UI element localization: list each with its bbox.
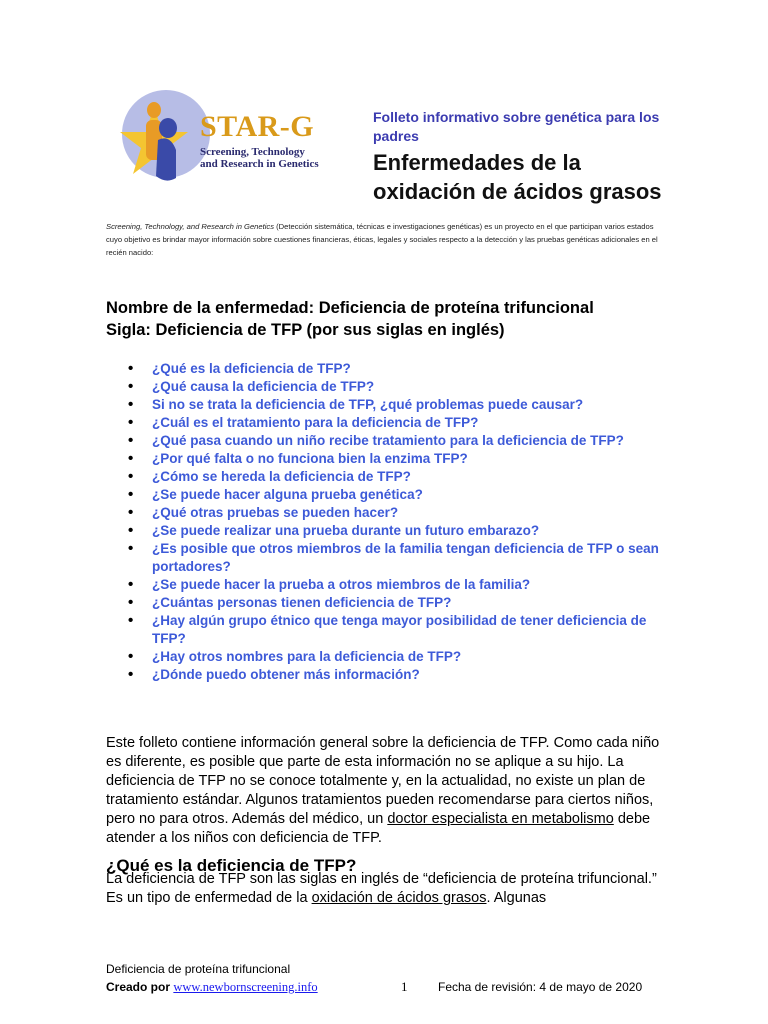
toc-link[interactable]: • ¿Qué otras pruebas se pueden hacer? xyxy=(106,504,666,522)
body-text: Este folleto contiene información general sobre la deficiencia de TFP. Como cada niño es diferente, es posible que parte de esta información no se aplique a su hijo. La deficiencia de TFP no se conoce totalmente y, en la actualidad, no existe un plan de tratamiento estándar. Algunos tratamientos pueden recomendarse para ciertos niños, pero no para otros. Además del médico, un xyxy=(106,735,660,827)
toc-link[interactable]: • ¿Cuántas personas tienen deficiencia de TFP? xyxy=(106,594,666,612)
toc-link[interactable]: • ¿Qué pasa cuando un niño recibe tratamiento para la deficiencia de TFP? xyxy=(106,432,666,450)
revision-date: Fecha de revisión: 4 de mayo de 2020 xyxy=(438,980,643,994)
page-number: 1 xyxy=(401,979,408,994)
section-heading: ¿Qué es la deficiencia de TFP? xyxy=(106,856,357,875)
star-g-logo xyxy=(118,88,358,198)
footer-created-by-label: Creado por xyxy=(106,980,171,994)
toc-link[interactable]: • ¿Cuál es el tratamiento para la deficiencia de TFP? xyxy=(106,414,666,432)
toc-link[interactable]: • ¿Por qué falta o no funciona bien la enzima TFP? xyxy=(106,450,666,468)
body-paragraph-definition xyxy=(106,870,666,908)
intro-paragraph xyxy=(106,220,666,259)
toc-link[interactable]: • ¿Se puede hacer la prueba a otros miembros de la familia? xyxy=(106,576,666,594)
toc-link[interactable]: • ¿Se puede hacer alguna prueba genética? xyxy=(106,486,666,504)
footer-created-by xyxy=(106,980,318,995)
disease-heading xyxy=(106,297,666,341)
metabolism-specialist-link[interactable]: doctor especialista en metabolismo xyxy=(387,811,614,827)
toc-link[interactable]: • ¿Hay algún grupo étnico que tenga mayor posibilidad de tener deficiencia de TFP? xyxy=(106,612,666,648)
intro-italic-text: Screening, Technology, and Research in Genetics xyxy=(106,222,275,231)
document-subtitle: Folleto informativo sobre genética para los padres xyxy=(373,109,660,144)
disease-name-line: Nombre de la enfermedad: Deficiencia de proteína trifuncional xyxy=(106,299,594,317)
body-text: . Algunas xyxy=(486,890,547,906)
fatty-acid-oxidation-link[interactable]: oxidación de ácidos grasos xyxy=(311,890,487,906)
toc-link[interactable]: • ¿Hay otros nombres para la deficiencia de TFP? xyxy=(106,648,666,666)
toc-link[interactable]: • ¿Es posible que otros miembros de la familia tengan deficiencia de TFP o sean portadores? xyxy=(106,540,666,576)
logo-tagline-line2: and Research in Genetics xyxy=(200,158,319,170)
logo-name: STAR-G xyxy=(200,110,315,143)
document-title: Enfermedades de la oxidación de ácidos grasos xyxy=(373,150,662,204)
body-text: debe atender a los niños con deficiencia de TFP. xyxy=(106,811,651,846)
toc-link[interactable]: • ¿Qué es la deficiencia de TFP? xyxy=(106,360,666,378)
toc-link[interactable]: • Si no se trata la deficiencia de TFP, ¿qué problemas puede causar? xyxy=(106,396,666,414)
toc-link[interactable]: • ¿Qué causa la deficiencia de TFP? xyxy=(106,378,666,396)
logo-tagline xyxy=(200,146,360,170)
toc-link[interactable]: • ¿Dónde puedo obtener más información? xyxy=(106,666,666,684)
intro-text: (Detección sistemática, técnicas e investigaciones genéticas) es un proyecto en el que participan varios estados cuyo objetivo es brindar mayor información sobre cuestiones financieras, éticas, legales y sociales respecto a la detección y las pruebas genéticas adicionales en el recién nacido: xyxy=(106,222,658,257)
footer-website-link[interactable]: www.newbornscreening.info xyxy=(173,980,318,994)
toc-link[interactable]: • ¿Cómo se hereda la deficiencia de TFP? xyxy=(106,468,666,486)
toc-list xyxy=(106,360,666,684)
disease-abbr-line: Sigla: Deficiencia de TFP (por sus siglas en inglés) xyxy=(106,321,505,339)
body-text: La deficiencia de TFP son las siglas en inglés de “deficiencia de proteína trifuncional.” Es un tipo de enfermedad de la xyxy=(106,871,657,906)
footer-document-name: Deficiencia de proteína trifuncional xyxy=(106,962,291,976)
logo-tagline-line1: Screening, Technology xyxy=(200,146,305,158)
toc-link[interactable]: • ¿Se puede realizar una prueba durante un futuro embarazo? xyxy=(106,522,666,540)
body-paragraph-intro xyxy=(106,734,666,848)
